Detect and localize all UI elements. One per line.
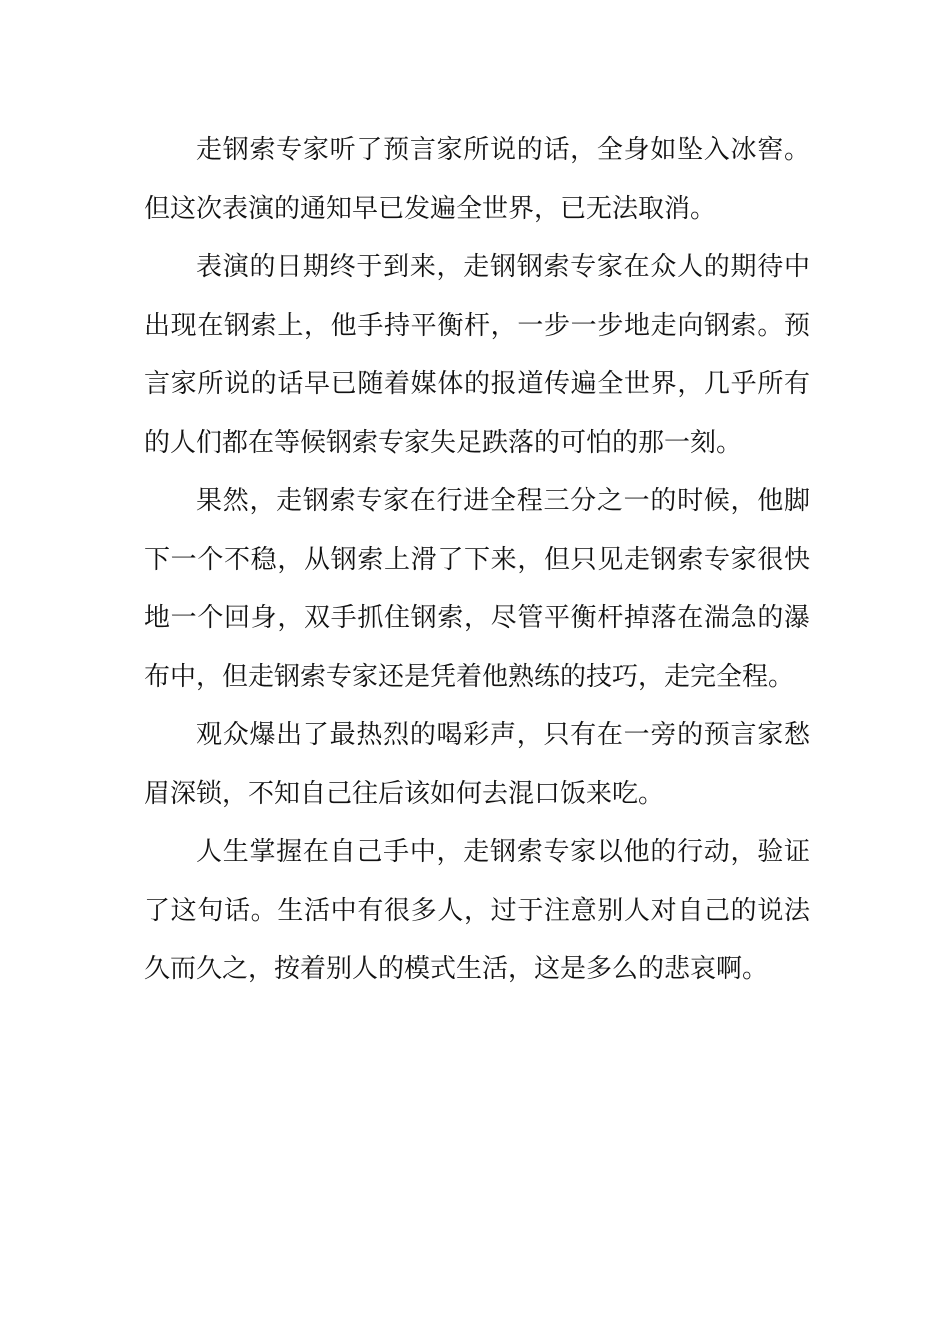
text-line: 久而久之，按着别人的模式生活，这是多么的悲哀啊。 <box>144 954 769 984</box>
text-line: 出现在钢索上，他手持平衡杆，一步一步地走向钢索。预 <box>144 310 810 341</box>
paragraph-4 <box>144 706 810 823</box>
text-line: 人生掌握在自己手中，走钢索专家以他的行动，验证 <box>196 837 810 867</box>
text-line: 眉深锁，不知自己往后该如何去混口饭来吃。 <box>144 778 665 809</box>
text-line: 地一个回身，双手抓住钢索，尽管平衡杆掉落在湍急的瀑 <box>144 603 810 633</box>
body-text <box>144 121 810 999</box>
text-line: 观众爆出了最热烈的喝彩声，只有在一旁的预言家愁 <box>196 720 810 750</box>
text-line: 表演的日期终于到来，走钢钢索专家在众人的期待中 <box>196 252 810 282</box>
paragraph-2 <box>144 238 810 472</box>
text-line: 果然，走钢索专家在行进全程三分之一的时候，他脚 <box>196 486 810 516</box>
paragraph-5 <box>144 823 810 999</box>
text-line: 的人们都在等候钢索专家失足跌落的可怕的那一刻。 <box>144 427 743 458</box>
paragraph-3 <box>144 472 810 706</box>
paragraph-1 <box>144 121 810 238</box>
text-line: 言家所说的话早已随着媒体的报道传遍全世界，几乎所有 <box>144 369 810 399</box>
text-line: 了这句话。生活中有很多人，过于注意别人对自己的说法 <box>144 895 810 926</box>
text-line: 但这次表演的通知早已发遍全世界，已无法取消。 <box>144 193 717 224</box>
text-line: 走钢索专家听了预言家所说的话，全身如坠入冰窖。 <box>196 135 810 165</box>
text-line: 下一个不稳，从钢索上滑了下来，但只见走钢索专家很快 <box>144 544 810 575</box>
text-line: 布中，但走钢索专家还是凭着他熟练的技巧，走完全程。 <box>144 661 795 692</box>
